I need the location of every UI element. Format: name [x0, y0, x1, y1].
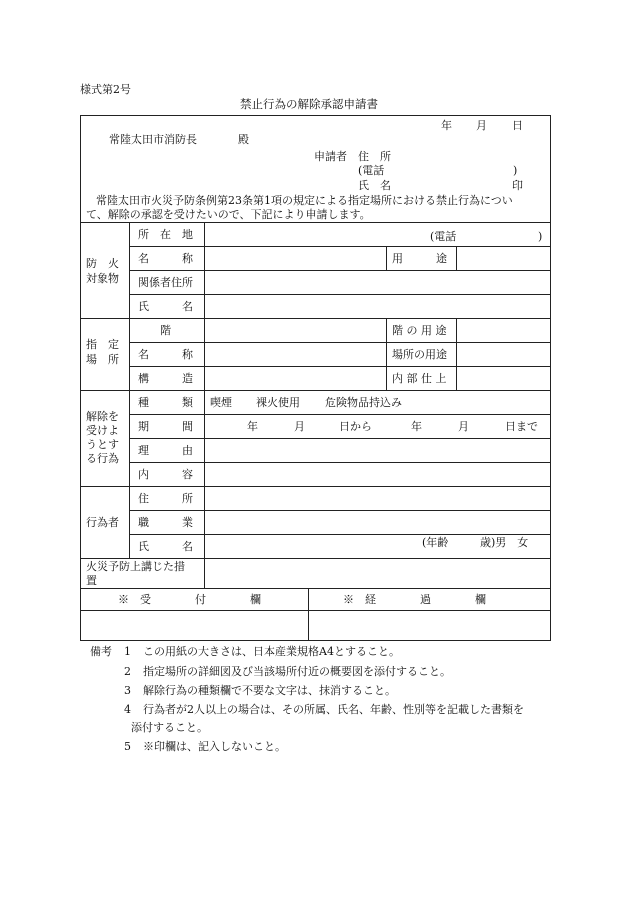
- label-progress: ※ 経 過 欄: [343, 593, 486, 606]
- label-fire-measures-1: 火災予防上講じた措: [86, 560, 185, 573]
- label-reason: 理 由: [138, 444, 193, 457]
- label-floor: 階: [160, 324, 171, 337]
- label-actor-name: 氏 名: [138, 540, 193, 553]
- label-fire-measures-2: 置: [86, 574, 97, 587]
- note-1-no: 1: [124, 645, 131, 658]
- date-day: 日: [512, 119, 523, 132]
- applicant-label: 申請者: [314, 150, 347, 163]
- section-actor: 行為者: [86, 516, 119, 529]
- section-release-4: る行為: [86, 452, 119, 465]
- label-actor-address: 住 所: [138, 492, 193, 505]
- note-2-no: 2: [124, 665, 131, 678]
- period-from-year: 年: [247, 420, 258, 433]
- body-text-line2: て、解除の承認を受けたいので、下記により申請します。: [86, 208, 371, 221]
- section-fire-target-2: 対象物: [86, 272, 119, 285]
- label-period: 期 間: [138, 420, 193, 433]
- label-reception: ※ 受 付 欄: [118, 593, 261, 606]
- section-fire-target-1: 防 火: [86, 257, 119, 270]
- period-from-month: 月: [294, 420, 305, 433]
- period-to-day: 日まで: [505, 420, 538, 433]
- applicant-phone-open: (電話: [358, 164, 385, 177]
- notes-header: 備考: [90, 645, 112, 658]
- period-from-day: 日から: [339, 420, 372, 433]
- type-open-fire: 裸火使用: [256, 396, 300, 409]
- note-5-text: ※印欄は、記入しないこと。: [143, 740, 286, 753]
- type-smoking: 喫煙: [210, 396, 232, 409]
- note-4-no: 4: [124, 703, 131, 716]
- honorific: 殿: [238, 133, 249, 146]
- form-title: 禁止行為の解除承認申請書: [240, 97, 378, 111]
- date-year: 年: [441, 119, 452, 132]
- label-owner-address: 関係者住所: [138, 276, 193, 289]
- applicant-name-label: 氏 名: [358, 179, 391, 192]
- form-number: 様式第2号: [80, 83, 131, 96]
- label-location: 所 在 地: [138, 228, 193, 241]
- section-designated-1: 指 定: [86, 338, 119, 351]
- label-actor-occupation: 職 業: [138, 516, 193, 529]
- label-use: 用 途: [392, 252, 447, 265]
- label-content: 内 容: [138, 468, 193, 481]
- section-release-2: 受けよ: [86, 424, 119, 437]
- label-owner-name: 氏 名: [138, 300, 193, 313]
- location-phone-close: ): [538, 230, 543, 243]
- note-1-text: この用紙の大きさは、日本産業規格A4とすること。: [143, 645, 400, 658]
- label-floor-use: 階 の 用 途: [392, 324, 447, 337]
- note-5-no: 5: [124, 740, 131, 753]
- label-structure: 構 造: [138, 372, 193, 385]
- actor-age-open: (年齢: [422, 536, 449, 549]
- note-4-cont: 添付すること。: [131, 721, 208, 734]
- note-3-no: 3: [124, 684, 131, 697]
- section-release-1: 解除を: [86, 410, 119, 423]
- label-place-name: 名 称: [138, 348, 193, 361]
- date-month: 月: [476, 119, 487, 132]
- label-type: 種 類: [138, 396, 193, 409]
- note-4-text: 行為者が2人以上の場合は、その所属、氏名、年齢、性別等を記載した書類を: [143, 703, 524, 716]
- type-hazmat: 危険物品持込み: [325, 396, 402, 409]
- applicant-address-label: 住 所: [358, 150, 391, 163]
- note-3-text: 解除行為の種類欄で不要な文字は、抹消すること。: [143, 684, 396, 697]
- seal-mark: 印: [512, 179, 523, 192]
- section-release-3: うとす: [86, 438, 119, 451]
- section-designated-2: 場 所: [86, 353, 119, 366]
- addressee: 常陸太田市消防長: [109, 133, 197, 146]
- period-to-year: 年: [411, 420, 422, 433]
- label-target-name: 名 称: [138, 252, 193, 265]
- location-phone-open: (電話: [430, 230, 457, 243]
- body-text-line1: 常陸太田市火災予防条例第23条第1項の規定による指定場所における禁止行為につい: [96, 194, 513, 207]
- label-interior: 内 部 仕 上: [392, 372, 447, 385]
- period-to-month: 月: [458, 420, 469, 433]
- note-2-text: 指定場所の詳細図及び当該場所付近の概要図を添付すること。: [143, 665, 451, 678]
- actor-age-gender: 歳)男 女: [480, 536, 529, 549]
- applicant-phone-close: ): [513, 164, 518, 177]
- label-place-use: 場所の用途: [392, 348, 447, 361]
